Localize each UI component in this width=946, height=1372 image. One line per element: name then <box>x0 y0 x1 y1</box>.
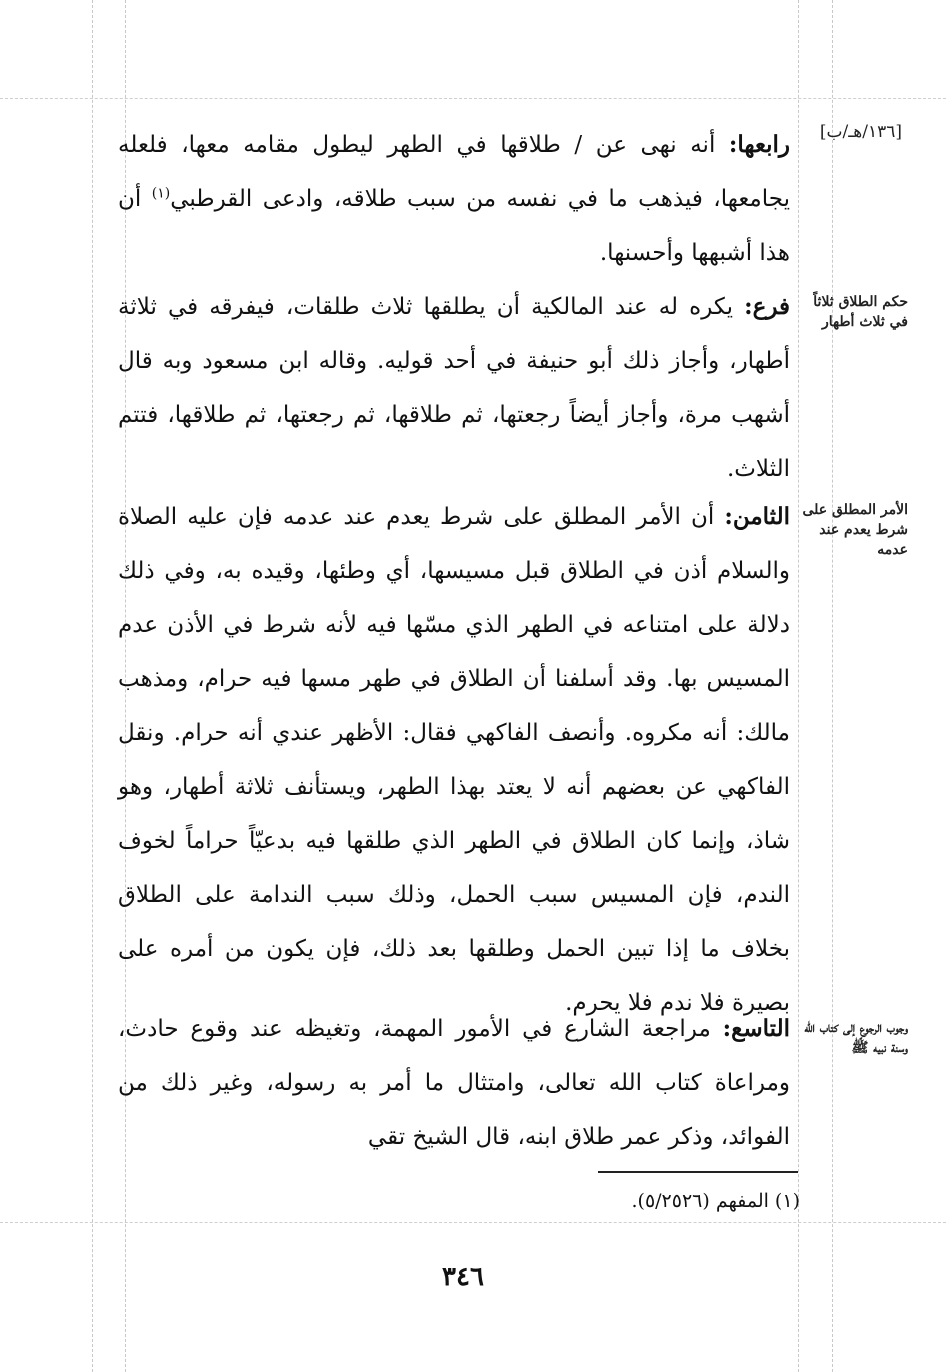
scan-guide-line <box>0 1222 946 1223</box>
paragraph-lead: رابعها: <box>728 131 790 158</box>
scan-guide-line <box>798 0 799 1372</box>
paragraph-lead: فرع: <box>744 293 791 320</box>
paragraph-ninth <box>118 1002 790 1164</box>
margin-note-triple-divorce: حكم الطلاق ثلاثاً في ثلاث أطهار <box>813 294 908 330</box>
manuscript-page-reference: [١٣٦/هـ/ب] <box>819 122 902 142</box>
paragraph-text: مراجعة الشارع في الأمور المهمة، وتغيظه عند وقوع حادث، ومراعاة كتاب الله تعالى، وامتثال ما أمر به رسوله، وغير ذلك من الفوائد، وذكر عمر طلاق ابنه، قال الشيخ تقي <box>118 1016 790 1150</box>
paragraph-text: يكره له عند المالكية أن يطلقها ثلاث طلقات، فيفرقه في ثلاثة أطهار، وأجاز ذلك أبو حنيفة في أحد قوليه. وقاله ابن مسعود وبه قال أشهب مرة، وأجاز أيضاً رجعتها، ثم طلاقها، ثم رجعتها، ثم طلاقها، فتتم الثلاث. <box>118 294 790 482</box>
margin-note-return-to-scripture: وجوب الرجوع إلى كتاب الله وسنة نبيه ﷺ <box>804 1020 908 1056</box>
paragraph-text: أن هذا أشبهها وأحسنها. <box>118 186 790 266</box>
paragraph-eighth <box>118 490 790 1030</box>
margin-note-conditional-command: الأمر المطلق على شرط يعدم عند عدمه <box>802 502 908 558</box>
footnote: (١) المفهم (٥/٢٥٢٦). <box>631 1190 800 1212</box>
paragraph-branch <box>118 280 790 496</box>
page-number: ٣٤٦ <box>442 1262 484 1292</box>
paragraph-lead: الثامن: <box>724 503 790 530</box>
paragraph-text: أنه نهى عن / طلاقها في الطهر ليطول مقامه معها، فلعله يجامعها، فيذهب ما في نفسه من سبب طلاقه، وادعى القرطبي <box>118 132 791 212</box>
scan-guide-line <box>0 98 946 99</box>
scan-guide-line <box>832 0 833 1372</box>
footnote-separator <box>598 1171 798 1173</box>
scan-guide-line <box>92 0 93 1372</box>
paragraph-lead: التاسع: <box>722 1015 790 1042</box>
footnote-reference: (١) <box>151 185 171 202</box>
paragraph-text: أن الأمر المطلق على شرط يعدم عند عدمه فإن عليه الصلاة والسلام أذن في الطلاق قبل مسيسها، أي وطئها، وقيده به، وفي ذلك دلالة على امتناعه في الطهر الذي مسّها فيه لأنه شرط في الأذن عدم المسيس بها. وقد أسلفنا أن الطلاق في طهر مسها فيه حرام، ومذهب مالك: أنه مكروه. وأنصف الفاكهي فقال: الأظهر عندي أنه حرام. ونقل الفاكهي عن بعضهم أنه لا يعتد بهذا الطهر، ويستأنف ثلاثة أطهار، وهو شاذ، وإنما كان الطلاق في الطهر الذي طلقها فيه بدعيّاً حراماً لخوف الندم، فإن المسيس سبب الحمل، وذلك سبب الندامة على الطلاق بخلاف ما إذا تبين الحمل وطلقها بعد ذلك، فإن يكون من أمره على بصيرة فلا ندم فلا يحرم. <box>118 504 790 1016</box>
paragraph-fourth <box>118 118 790 280</box>
